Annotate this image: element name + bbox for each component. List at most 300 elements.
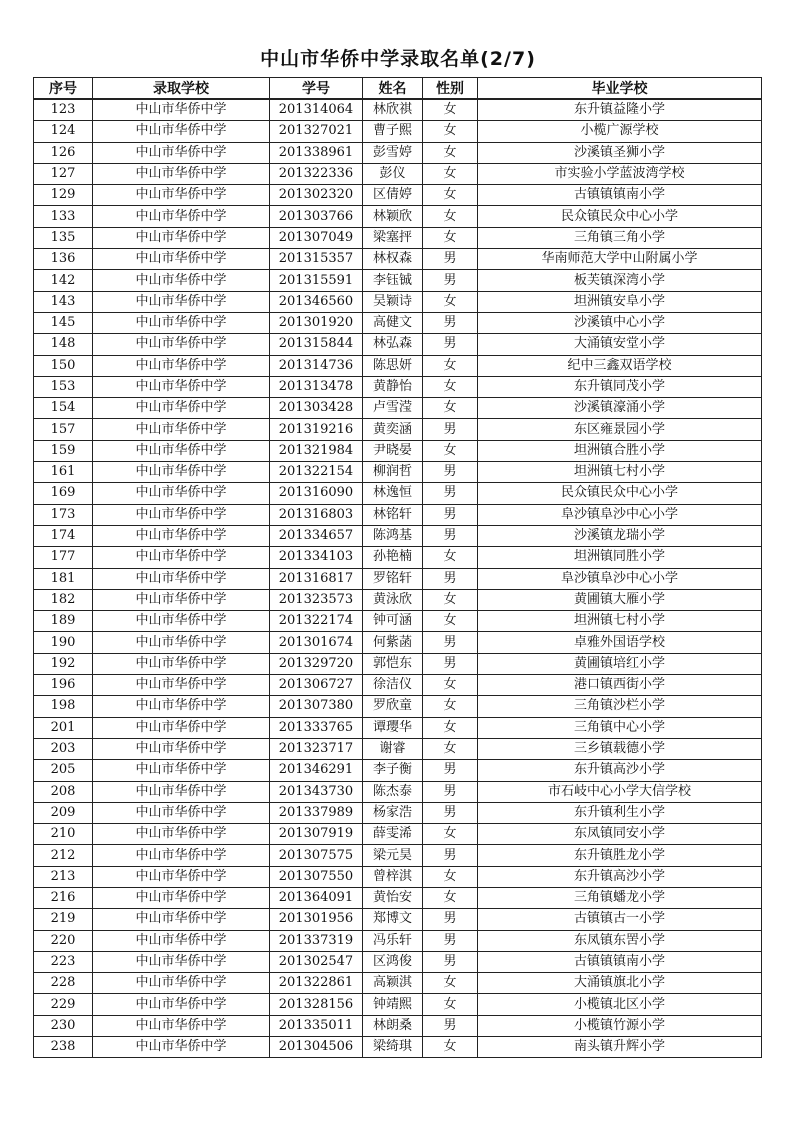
cell-gender: 女 — [423, 355, 478, 376]
cell-student-id: 201315591 — [270, 270, 363, 291]
cell-name: 林逸恒 — [363, 483, 423, 504]
cell-school: 中山市华侨中学 — [93, 312, 270, 333]
cell-graduated-school: 阜沙镇阜沙中心小学 — [478, 504, 762, 525]
cell-name: 冯乐轩 — [363, 930, 423, 951]
cell-student-id: 201316803 — [270, 504, 363, 525]
cell-graduated-school: 沙溪镇龙瑞小学 — [478, 525, 762, 546]
cell-student-id: 201334657 — [270, 525, 363, 546]
cell-name: 林权森 — [363, 249, 423, 270]
cell-seq: 210 — [34, 824, 93, 845]
table-row — [34, 142, 762, 163]
cell-school: 中山市华侨中学 — [93, 866, 270, 887]
cell-name: 梁元昊 — [363, 845, 423, 866]
cell-student-id: 201315357 — [270, 249, 363, 270]
cell-gender: 女 — [423, 206, 478, 227]
table-row — [34, 462, 762, 483]
cell-graduated-school: 大涌镇旗北小学 — [478, 973, 762, 994]
cell-graduated-school: 小榄镇竹源小学 — [478, 1015, 762, 1036]
cell-graduated-school: 东区雍景园小学 — [478, 419, 762, 440]
cell-seq: 148 — [34, 334, 93, 355]
table-row — [34, 802, 762, 823]
cell-name: 柳润哲 — [363, 462, 423, 483]
cell-seq: 169 — [34, 483, 93, 504]
cell-student-id: 201337319 — [270, 930, 363, 951]
cell-seq: 198 — [34, 696, 93, 717]
cell-school: 中山市华侨中学 — [93, 440, 270, 461]
table-row — [34, 163, 762, 184]
cell-gender: 女 — [423, 738, 478, 759]
cell-student-id: 201346560 — [270, 291, 363, 312]
cell-gender: 男 — [423, 760, 478, 781]
table-row — [34, 206, 762, 227]
cell-graduated-school: 东升镇同茂小学 — [478, 376, 762, 397]
cell-graduated-school: 大涌镇安堂小学 — [478, 334, 762, 355]
cell-seq: 143 — [34, 291, 93, 312]
table-row — [34, 1015, 762, 1036]
cell-student-id: 201329720 — [270, 653, 363, 674]
table-row — [34, 866, 762, 887]
header-gender: 性别 — [423, 78, 478, 100]
cell-gender: 女 — [423, 398, 478, 419]
cell-gender: 女 — [423, 611, 478, 632]
cell-name: 郑博文 — [363, 909, 423, 930]
table-row — [34, 121, 762, 142]
cell-seq: 177 — [34, 547, 93, 568]
cell-gender: 女 — [423, 227, 478, 248]
cell-name: 彭雪婷 — [363, 142, 423, 163]
cell-gender: 男 — [423, 525, 478, 546]
table-row — [34, 760, 762, 781]
table-row — [34, 717, 762, 738]
table-row — [34, 419, 762, 440]
cell-graduated-school: 民众镇民众中心小学 — [478, 206, 762, 227]
cell-student-id: 201307550 — [270, 866, 363, 887]
cell-name: 高颖淇 — [363, 973, 423, 994]
cell-gender: 男 — [423, 802, 478, 823]
cell-gender: 女 — [423, 717, 478, 738]
table-row — [34, 334, 762, 355]
cell-school: 中山市华侨中学 — [93, 589, 270, 610]
cell-student-id: 201301956 — [270, 909, 363, 930]
cell-graduated-school: 古镇镇古一小学 — [478, 909, 762, 930]
cell-name: 尹晓晏 — [363, 440, 423, 461]
cell-school: 中山市华侨中学 — [93, 1037, 270, 1058]
cell-school: 中山市华侨中学 — [93, 462, 270, 483]
table-row — [34, 376, 762, 397]
cell-name: 徐洁仪 — [363, 675, 423, 696]
cell-student-id: 201307049 — [270, 227, 363, 248]
table-row — [34, 185, 762, 206]
cell-seq: 182 — [34, 589, 93, 610]
cell-gender: 女 — [423, 696, 478, 717]
cell-gender: 女 — [423, 142, 478, 163]
cell-seq: 154 — [34, 398, 93, 419]
cell-student-id: 201316817 — [270, 568, 363, 589]
cell-name: 孙艳楠 — [363, 547, 423, 568]
cell-seq: 161 — [34, 462, 93, 483]
header-seq: 序号 — [34, 78, 93, 100]
cell-graduated-school: 三角镇中心小学 — [478, 717, 762, 738]
cell-name: 谢睿 — [363, 738, 423, 759]
cell-seq: 230 — [34, 1015, 93, 1036]
cell-student-id: 201313478 — [270, 376, 363, 397]
cell-seq: 205 — [34, 760, 93, 781]
cell-gender: 女 — [423, 440, 478, 461]
cell-student-id: 201307575 — [270, 845, 363, 866]
cell-graduated-school: 小榄广源学校 — [478, 121, 762, 142]
cell-name: 钟靖熙 — [363, 994, 423, 1015]
cell-gender: 女 — [423, 675, 478, 696]
cell-gender: 女 — [423, 887, 478, 908]
cell-school: 中山市华侨中学 — [93, 163, 270, 184]
cell-graduated-school: 古镇镇镇南小学 — [478, 951, 762, 972]
cell-seq: 136 — [34, 249, 93, 270]
cell-student-id: 201338961 — [270, 142, 363, 163]
cell-student-id: 201303766 — [270, 206, 363, 227]
cell-seq: 181 — [34, 568, 93, 589]
cell-seq: 213 — [34, 866, 93, 887]
cell-gender: 男 — [423, 312, 478, 333]
cell-name: 梁塞抨 — [363, 227, 423, 248]
cell-seq: 190 — [34, 632, 93, 653]
cell-school: 中山市华侨中学 — [93, 121, 270, 142]
cell-name: 杨家浩 — [363, 802, 423, 823]
cell-graduated-school: 阜沙镇阜沙中心小学 — [478, 568, 762, 589]
cell-seq: 157 — [34, 419, 93, 440]
cell-graduated-school: 东升镇胜龙小学 — [478, 845, 762, 866]
cell-gender: 男 — [423, 951, 478, 972]
header-name: 姓名 — [363, 78, 423, 100]
document-title: 中山市华侨中学录取名单(2/7) — [260, 48, 536, 70]
cell-gender: 男 — [423, 334, 478, 355]
table-row — [34, 355, 762, 376]
cell-name: 何紫菡 — [363, 632, 423, 653]
cell-graduated-school: 坦洲镇安阜小学 — [478, 291, 762, 312]
table-row — [34, 227, 762, 248]
cell-name: 黄怡安 — [363, 887, 423, 908]
cell-school: 中山市华侨中学 — [93, 355, 270, 376]
cell-seq: 123 — [34, 99, 93, 121]
cell-name: 曾梓淇 — [363, 866, 423, 887]
cell-seq: 124 — [34, 121, 93, 142]
header-graduated-school: 毕业学校 — [478, 78, 762, 100]
cell-graduated-school: 三角镇三角小学 — [478, 227, 762, 248]
cell-student-id: 201303428 — [270, 398, 363, 419]
cell-name: 高健文 — [363, 312, 423, 333]
cell-school: 中山市华侨中学 — [93, 781, 270, 802]
cell-graduated-school: 南头镇升辉小学 — [478, 1037, 762, 1058]
cell-graduated-school: 坦洲镇合胜小学 — [478, 440, 762, 461]
cell-gender: 女 — [423, 291, 478, 312]
table-row — [34, 994, 762, 1015]
cell-graduated-school: 黄圃镇培红小学 — [478, 653, 762, 674]
table-row — [34, 291, 762, 312]
cell-school: 中山市华侨中学 — [93, 483, 270, 504]
header-student-id: 学号 — [270, 78, 363, 100]
cell-seq: 201 — [34, 717, 93, 738]
cell-seq: 219 — [34, 909, 93, 930]
cell-seq: 228 — [34, 973, 93, 994]
table-row — [34, 547, 762, 568]
cell-school: 中山市华侨中学 — [93, 142, 270, 163]
header-school: 录取学校 — [93, 78, 270, 100]
cell-student-id: 201337989 — [270, 802, 363, 823]
cell-school: 中山市华侨中学 — [93, 973, 270, 994]
cell-seq: 159 — [34, 440, 93, 461]
cell-name: 陈鸿基 — [363, 525, 423, 546]
cell-name: 钟可涵 — [363, 611, 423, 632]
table-row — [34, 611, 762, 632]
cell-gender: 男 — [423, 504, 478, 525]
cell-graduated-school: 东升镇高沙小学 — [478, 866, 762, 887]
table-row — [34, 312, 762, 333]
cell-seq: 216 — [34, 887, 93, 908]
cell-seq: 196 — [34, 675, 93, 696]
cell-seq: 145 — [34, 312, 93, 333]
cell-student-id: 201307919 — [270, 824, 363, 845]
cell-graduated-school: 东升镇利生小学 — [478, 802, 762, 823]
cell-school: 中山市华侨中学 — [93, 249, 270, 270]
table-row — [34, 973, 762, 994]
cell-graduated-school: 东升镇高沙小学 — [478, 760, 762, 781]
cell-school: 中山市华侨中学 — [93, 909, 270, 930]
table-row — [34, 398, 762, 419]
cell-seq: 129 — [34, 185, 93, 206]
cell-graduated-school: 坦洲镇七村小学 — [478, 611, 762, 632]
cell-student-id: 201302547 — [270, 951, 363, 972]
cell-school: 中山市华侨中学 — [93, 227, 270, 248]
cell-gender: 男 — [423, 483, 478, 504]
cell-gender: 女 — [423, 121, 478, 142]
cell-seq: 174 — [34, 525, 93, 546]
cell-school: 中山市华侨中学 — [93, 696, 270, 717]
cell-name: 李子衡 — [363, 760, 423, 781]
cell-student-id: 201333765 — [270, 717, 363, 738]
cell-gender: 男 — [423, 270, 478, 291]
cell-school: 中山市华侨中学 — [93, 675, 270, 696]
cell-name: 彭仪 — [363, 163, 423, 184]
table-row — [34, 249, 762, 270]
cell-school: 中山市华侨中学 — [93, 738, 270, 759]
cell-school: 中山市华侨中学 — [93, 206, 270, 227]
cell-school: 中山市华侨中学 — [93, 824, 270, 845]
cell-school: 中山市华侨中学 — [93, 185, 270, 206]
cell-student-id: 201328156 — [270, 994, 363, 1015]
cell-student-id: 201364091 — [270, 887, 363, 908]
cell-seq: 212 — [34, 845, 93, 866]
cell-graduated-school: 卓雅外国语学校 — [478, 632, 762, 653]
cell-student-id: 201322174 — [270, 611, 363, 632]
cell-school: 中山市华侨中学 — [93, 802, 270, 823]
cell-school: 中山市华侨中学 — [93, 547, 270, 568]
cell-graduated-school: 三乡镇载德小学 — [478, 738, 762, 759]
table-row — [34, 1037, 762, 1058]
cell-student-id: 201301920 — [270, 312, 363, 333]
cell-student-id: 201335011 — [270, 1015, 363, 1036]
table-row — [34, 653, 762, 674]
cell-name: 吴颖诗 — [363, 291, 423, 312]
cell-name: 区倩婷 — [363, 185, 423, 206]
cell-name: 林颖欣 — [363, 206, 423, 227]
cell-seq: 238 — [34, 1037, 93, 1058]
cell-gender: 男 — [423, 568, 478, 589]
cell-graduated-school: 沙溪镇圣狮小学 — [478, 142, 762, 163]
table-row — [34, 845, 762, 866]
cell-seq: 173 — [34, 504, 93, 525]
cell-seq: 153 — [34, 376, 93, 397]
cell-school: 中山市华侨中学 — [93, 1015, 270, 1036]
cell-school: 中山市华侨中学 — [93, 291, 270, 312]
admission-table — [33, 77, 762, 1058]
table-row — [34, 525, 762, 546]
table-header-row — [34, 78, 762, 100]
cell-student-id: 201327021 — [270, 121, 363, 142]
cell-gender: 男 — [423, 845, 478, 866]
cell-gender: 男 — [423, 930, 478, 951]
cell-school: 中山市华侨中学 — [93, 611, 270, 632]
cell-gender: 女 — [423, 824, 478, 845]
table-row — [34, 504, 762, 525]
cell-school: 中山市华侨中学 — [93, 525, 270, 546]
cell-name: 梁绮琪 — [363, 1037, 423, 1058]
cell-school: 中山市华侨中学 — [93, 632, 270, 653]
cell-name: 陈思妍 — [363, 355, 423, 376]
cell-school: 中山市华侨中学 — [93, 930, 270, 951]
cell-student-id: 201304506 — [270, 1037, 363, 1058]
cell-graduated-school: 三角镇沙栏小学 — [478, 696, 762, 717]
cell-gender: 男 — [423, 909, 478, 930]
cell-student-id: 201334103 — [270, 547, 363, 568]
table-row — [34, 483, 762, 504]
cell-gender: 男 — [423, 632, 478, 653]
cell-name: 黄静怡 — [363, 376, 423, 397]
cell-school: 中山市华侨中学 — [93, 951, 270, 972]
cell-gender: 男 — [423, 653, 478, 674]
cell-seq: 127 — [34, 163, 93, 184]
cell-student-id: 201302320 — [270, 185, 363, 206]
cell-name: 黄泳欣 — [363, 589, 423, 610]
cell-gender: 男 — [423, 462, 478, 483]
cell-graduated-school: 坦洲镇同胜小学 — [478, 547, 762, 568]
cell-student-id: 201343730 — [270, 781, 363, 802]
cell-school: 中山市华侨中学 — [93, 398, 270, 419]
cell-school: 中山市华侨中学 — [93, 504, 270, 525]
cell-student-id: 201322154 — [270, 462, 363, 483]
table-row — [34, 440, 762, 461]
table-row — [34, 930, 762, 951]
cell-student-id: 201306727 — [270, 675, 363, 696]
cell-seq: 142 — [34, 270, 93, 291]
cell-student-id: 201315844 — [270, 334, 363, 355]
cell-gender: 女 — [423, 376, 478, 397]
cell-name: 林铭轩 — [363, 504, 423, 525]
cell-gender: 女 — [423, 185, 478, 206]
cell-school: 中山市华侨中学 — [93, 270, 270, 291]
cell-seq: 189 — [34, 611, 93, 632]
cell-gender: 女 — [423, 163, 478, 184]
table-row — [34, 909, 762, 930]
cell-gender: 女 — [423, 973, 478, 994]
cell-school: 中山市华侨中学 — [93, 568, 270, 589]
cell-graduated-school: 东凤镇东罟小学 — [478, 930, 762, 951]
cell-seq: 208 — [34, 781, 93, 802]
table-row — [34, 738, 762, 759]
cell-school: 中山市华侨中学 — [93, 845, 270, 866]
cell-student-id: 201314736 — [270, 355, 363, 376]
cell-school: 中山市华侨中学 — [93, 760, 270, 781]
cell-name: 林朗桑 — [363, 1015, 423, 1036]
cell-gender: 男 — [423, 781, 478, 802]
cell-graduated-school: 小榄镇北区小学 — [478, 994, 762, 1015]
cell-school: 中山市华侨中学 — [93, 99, 270, 121]
cell-student-id: 201322336 — [270, 163, 363, 184]
cell-graduated-school: 市石岐中心小学大信学校 — [478, 781, 762, 802]
cell-seq: 150 — [34, 355, 93, 376]
table-row — [34, 887, 762, 908]
cell-graduated-school: 沙溪镇濠涌小学 — [478, 398, 762, 419]
cell-gender: 男 — [423, 419, 478, 440]
cell-gender: 男 — [423, 249, 478, 270]
cell-name: 郭恺东 — [363, 653, 423, 674]
cell-student-id: 201307380 — [270, 696, 363, 717]
cell-school: 中山市华侨中学 — [93, 887, 270, 908]
cell-graduated-school: 港口镇西街小学 — [478, 675, 762, 696]
cell-seq: 126 — [34, 142, 93, 163]
cell-seq: 229 — [34, 994, 93, 1015]
cell-seq: 209 — [34, 802, 93, 823]
cell-student-id: 201346291 — [270, 760, 363, 781]
cell-seq: 203 — [34, 738, 93, 759]
table-row — [34, 589, 762, 610]
cell-gender: 女 — [423, 1037, 478, 1058]
cell-school: 中山市华侨中学 — [93, 334, 270, 355]
cell-school: 中山市华侨中学 — [93, 653, 270, 674]
cell-gender: 女 — [423, 589, 478, 610]
table-row — [34, 696, 762, 717]
cell-name: 谭璎华 — [363, 717, 423, 738]
cell-name: 曹子熙 — [363, 121, 423, 142]
cell-seq: 133 — [34, 206, 93, 227]
cell-seq: 192 — [34, 653, 93, 674]
cell-student-id: 201323717 — [270, 738, 363, 759]
table-row — [34, 824, 762, 845]
cell-graduated-school: 东凤镇同安小学 — [478, 824, 762, 845]
cell-student-id: 201316090 — [270, 483, 363, 504]
cell-student-id: 201319216 — [270, 419, 363, 440]
table-row — [34, 781, 762, 802]
table-row — [34, 99, 762, 121]
cell-gender: 女 — [423, 994, 478, 1015]
cell-graduated-school: 市实验小学蓝波湾学校 — [478, 163, 762, 184]
cell-gender: 女 — [423, 866, 478, 887]
cell-school: 中山市华侨中学 — [93, 994, 270, 1015]
cell-graduated-school: 板芙镇深湾小学 — [478, 270, 762, 291]
table-row — [34, 632, 762, 653]
cell-name: 罗铭轩 — [363, 568, 423, 589]
cell-school: 中山市华侨中学 — [93, 419, 270, 440]
cell-school: 中山市华侨中学 — [93, 376, 270, 397]
table-body — [34, 99, 762, 1058]
cell-student-id: 201321984 — [270, 440, 363, 461]
cell-name: 林欣祺 — [363, 99, 423, 121]
cell-graduated-school: 华南师范大学中山附属小学 — [478, 249, 762, 270]
cell-seq: 220 — [34, 930, 93, 951]
cell-graduated-school: 坦洲镇七村小学 — [478, 462, 762, 483]
cell-gender: 男 — [423, 1015, 478, 1036]
cell-name: 罗欣童 — [363, 696, 423, 717]
cell-name: 陈杰泰 — [363, 781, 423, 802]
cell-graduated-school: 纪中三鑫双语学校 — [478, 355, 762, 376]
